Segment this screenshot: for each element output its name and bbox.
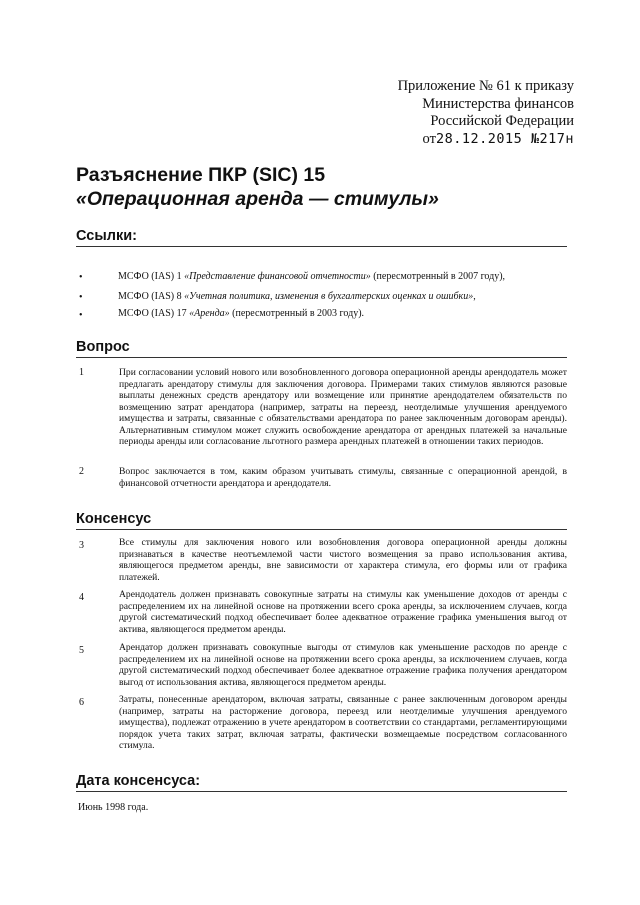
consensus-heading: Консенсус <box>76 511 567 530</box>
appendix-header <box>398 78 574 148</box>
paragraph-4: Арендодатель должен признавать совокупные затраты на стимулы как уменьшение доходов от аренды с распределением их на линейной основе на протяжении всего срока аренды, за исключением случаев, когда другой систематический подход обеспечивает более адекватное отражение графика уменьшения выгод от актива, являющегося предметом аренды. <box>119 589 567 635</box>
paragraph-6: Затраты, понесенные арендатором, включая затраты, связанные с ранее заключенным договором аренды (например, затраты на расторжение договора, переезд или неотделимые улучшения арендуемого имущества), подлежат отражению в учете арендатором в соответствии со стандартами, регламентирующими порядок учета таких затрат, включая затраты, фактически возмещаемые посредством согласованного стимула. <box>119 694 567 751</box>
paragraph-2: Вопрос заключается в том, каким образом учитывать стимулы, связанные с операционной арендой, в финансовой отчетности арендатора и арендодателя. <box>119 466 567 489</box>
reference-bullet-1: • <box>79 272 83 283</box>
paragraph-number-3: 3 <box>79 540 84 551</box>
paragraph-5: Арендатор должен признавать совокупные выгоды от стимулов как уменьшение расходов по аренде с распределением их на линейной основе на протяжении всего срока аренды, за исключением случаев, когда другой систематический подход обеспечивает более адекватное отражение графика получения арендатором выгод от использования актива, являющегося предметом аренды. <box>119 642 567 688</box>
title-line-1: Разъяснение ПКР (SIC) 15 <box>76 164 326 186</box>
reference-2-prefix: МСФО (IAS) 8 <box>118 291 185 302</box>
reference-2-suffix: , <box>473 291 476 302</box>
question-heading: Вопрос <box>76 339 567 358</box>
reference-item-1 <box>118 270 568 283</box>
reference-item-3 <box>118 307 568 320</box>
reference-1-suffix: (пересмотренный в 2007 году), <box>370 271 506 282</box>
reference-bullet-2: • <box>79 292 83 303</box>
title-line-2: «Операционная аренда — стимулы» <box>76 188 439 210</box>
appendix-line-2: Министерства финансов <box>422 95 574 112</box>
reference-2-title: «Учетная политика, изменения в бухгалтерских оценках и ошибки» <box>184 291 474 302</box>
appendix-date-line <box>398 131 574 149</box>
appendix-line-1: Приложение № 61 к приказу <box>397 78 574 94</box>
reference-1-title: «Представление финансовой отчетности» <box>184 271 371 282</box>
reference-3-suffix: (пересмотренный в 2003 году). <box>229 308 365 319</box>
appendix-date-prefix: от <box>422 130 436 147</box>
reference-bullet-3: • <box>79 310 83 321</box>
paragraph-number-6: 6 <box>79 697 84 708</box>
paragraph-3: Все стимулы для заключения нового или возобновления договора операционной аренды должны признаваться в качестве неотъемлемой части чистого возмещения за право использования актива, являющегося предметом аренды, вне зависимости от характера стимула, его формы или от графика платежей. <box>119 537 567 583</box>
paragraph-number-2: 2 <box>79 466 84 477</box>
reference-3-title: «Аренда» <box>189 308 230 319</box>
appendix-line-3: Российской Федерации <box>430 113 574 129</box>
references-heading: Ссылки: <box>76 228 567 247</box>
paragraph-number-5: 5 <box>79 645 84 656</box>
paragraph-1: При согласовании условий нового или возобновленного договора операционной аренды арендодатель может предлагать арендатору стимулы для заключения договора. Примерами таких стимулов являются разовые выплаты денежных средств арендатору или возмещение или принятие арендодателем обязательств по возмещению затрат арендатора (например, затраты на переезд, неотделимые улучшения арендуемого имущества и затраты, связанные с обязательствами арендатора по ранее заключенным договорам аренды). Альтернативным стимулом может служить освобождение арендатора от арендных платежей за начальные периоды аренды или согласование льготного размера арендных платежей в отношении таких периодов. <box>119 367 567 447</box>
paragraph-number-1: 1 <box>79 367 84 378</box>
reference-1-prefix: МСФО (IAS) 1 <box>118 271 185 282</box>
consensus-date-heading: Дата консенсуса: <box>76 773 567 792</box>
document-title <box>76 163 439 211</box>
reference-item-2 <box>118 290 568 303</box>
reference-3-prefix: МСФО (IAS) 17 <box>118 308 190 319</box>
consensus-date-value: Июнь 1998 года. <box>78 802 149 813</box>
paragraph-number-4: 4 <box>79 592 84 603</box>
appendix-date-value: 28.12.2015 №217н <box>435 130 574 147</box>
